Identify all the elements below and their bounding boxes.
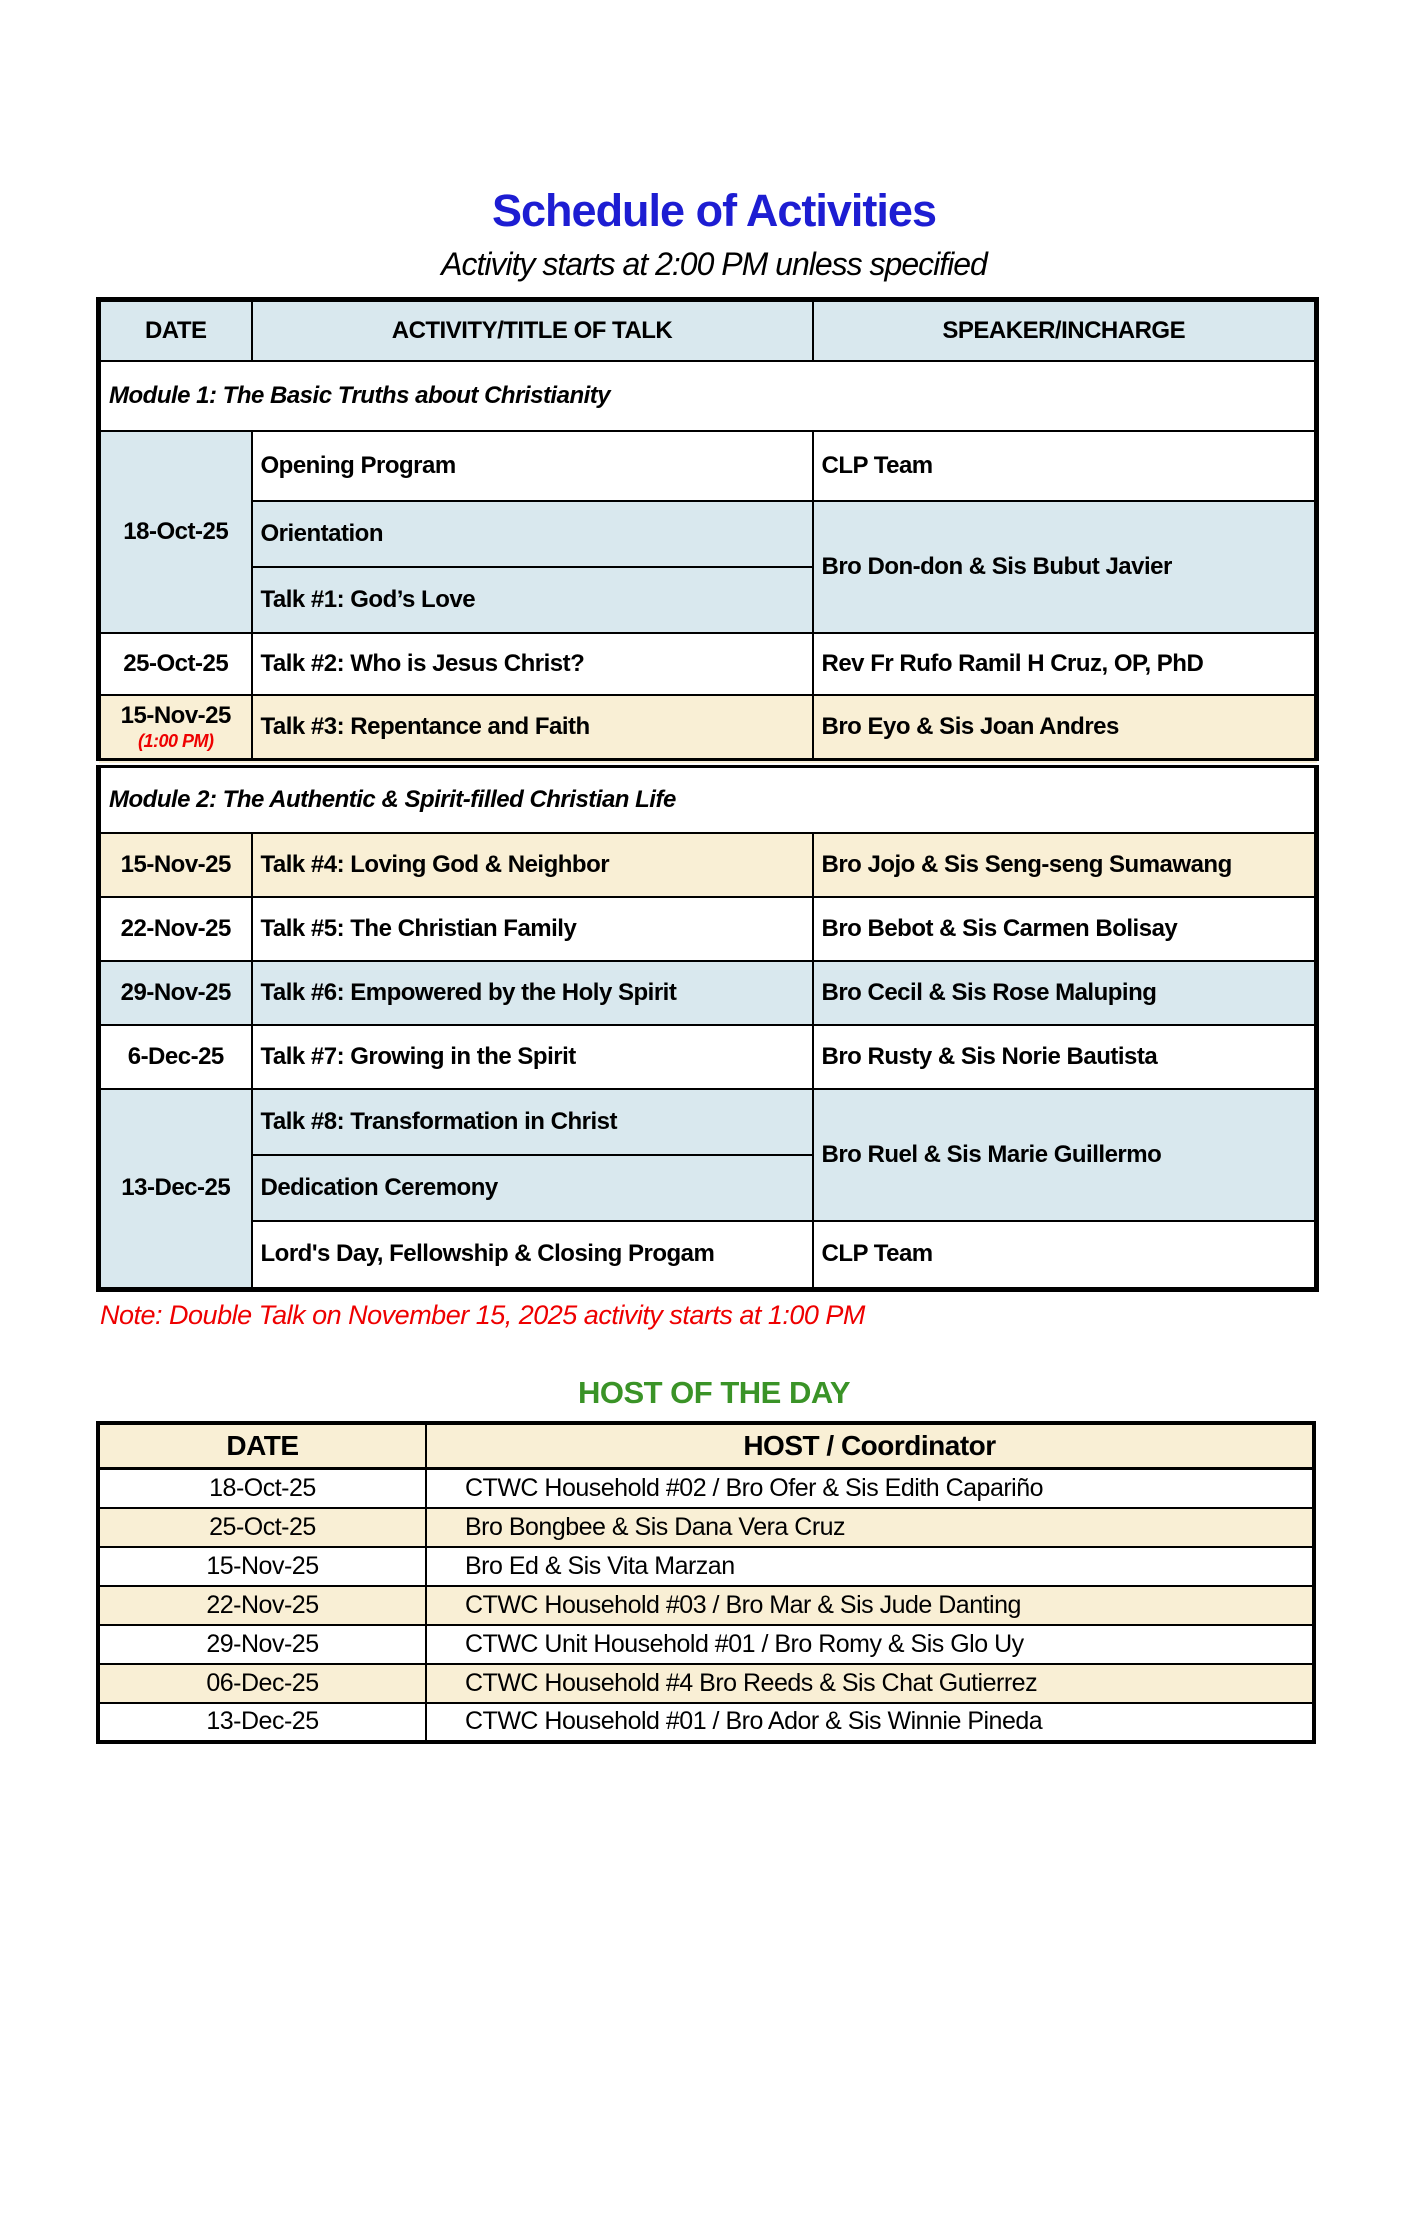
host-header-coordinator: HOST / Coordinator [426, 1423, 1314, 1469]
activity-cell: Talk #1: God’s Love [252, 567, 813, 633]
date-cell: 6-Dec-25 [99, 1025, 252, 1089]
host-name-cell: CTWC Unit Household #01 / Bro Romy & Sis Glo Uy [426, 1625, 1314, 1664]
speaker-cell: Rev Fr Rufo Ramil H Cruz, OP, PhD [813, 633, 1317, 695]
activity-cell: Talk #3: Repentance and Faith [252, 695, 813, 763]
host-row [98, 1625, 1314, 1664]
host-date-cell: 13-Dec-25 [98, 1703, 426, 1742]
date-cell: 15-Nov-25 [99, 833, 252, 897]
double-talk-note: Note: Double Talk on November 15, 2025 activity starts at 1:00 PM [100, 1299, 865, 1330]
speaker-cell: Bro Bebot & Sis Carmen Bolisay [813, 897, 1317, 961]
host-date-cell: 18-Oct-25 [98, 1469, 426, 1508]
module1-label: Module 1: The Basic Truths about Christianity [99, 361, 1317, 431]
host-name-cell: CTWC Household #01 / Bro Ador & Sis Winnie Pineda [426, 1703, 1314, 1742]
activity-cell: Lord's Day, Fellowship & Closing Progam [252, 1221, 813, 1289]
module1-row [99, 361, 1317, 431]
time-note: (1:00 PM) [137, 731, 214, 751]
row-orientation [99, 501, 1317, 567]
row-talk-8 [99, 1089, 1317, 1155]
host-date-cell: 22-Nov-25 [98, 1586, 426, 1625]
host-row [98, 1703, 1314, 1742]
host-date-cell: 15-Nov-25 [98, 1547, 426, 1586]
date-cell: 25-Oct-25 [99, 633, 252, 695]
speaker-cell: Bro Rusty & Sis Norie Bautista [813, 1025, 1317, 1089]
date-cell: 13-Dec-25 [99, 1089, 252, 1289]
row-talk-5 [99, 897, 1317, 961]
activity-cell: Dedication Ceremony [252, 1155, 813, 1221]
date-cell: 18-Oct-25 [99, 431, 252, 633]
date-text: 15-Nov-25 [120, 702, 231, 729]
row-talk-7 [99, 1025, 1317, 1089]
host-row [98, 1664, 1314, 1703]
speaker-cell: Bro Eyo & Sis Joan Andres [813, 695, 1317, 763]
host-name-cell: CTWC Household #02 / Bro Ofer & Sis Edith Capariño [426, 1469, 1314, 1508]
module2-label: Module 2: The Authentic & Spirit-filled Christian Life [99, 763, 1317, 833]
speaker-cell: CLP Team [813, 431, 1317, 501]
row-talk-2 [99, 633, 1317, 695]
row-talk-4 [99, 833, 1317, 897]
host-header-date: DATE [98, 1423, 426, 1469]
activity-cell: Talk #8: Transformation in Christ [252, 1089, 813, 1155]
host-date-cell: 25-Oct-25 [98, 1508, 426, 1547]
activity-cell: Opening Program [252, 431, 813, 501]
speaker-cell: Bro Jojo & Sis Seng-seng Sumawang [813, 833, 1317, 897]
schedule-header-date: DATE [99, 299, 252, 361]
module2-row [99, 763, 1317, 833]
activity-cell: Talk #4: Loving God & Neighbor [252, 833, 813, 897]
activity-cell: Orientation [252, 501, 813, 567]
speaker-cell: Bro Ruel & Sis Marie Guillermo [813, 1089, 1317, 1221]
host-table [96, 1421, 1316, 1744]
speaker-cell: CLP Team [813, 1221, 1317, 1289]
speaker-cell: Bro Cecil & Sis Rose Maluping [813, 961, 1317, 1025]
activity-cell: Talk #7: Growing in the Spirit [252, 1025, 813, 1089]
row-talk-3 [99, 695, 1317, 763]
host-name-cell: CTWC Household #4 Bro Reeds & Sis Chat Gutierrez [426, 1664, 1314, 1703]
host-name-cell: Bro Bongbee & Sis Dana Vera Cruz [426, 1508, 1314, 1547]
host-row [98, 1547, 1314, 1586]
host-name-cell: CTWC Household #03 / Bro Mar & Sis Jude Danting [426, 1586, 1314, 1625]
host-row [98, 1469, 1314, 1508]
schedule-header-activity: ACTIVITY/TITLE OF TALK [252, 299, 813, 361]
host-date-cell: 29-Nov-25 [98, 1625, 426, 1664]
activity-cell: Talk #6: Empowered by the Holy Spirit [252, 961, 813, 1025]
schedule-header-speaker: SPEAKER/INCHARGE [813, 299, 1317, 361]
row-opening-program [99, 431, 1317, 501]
row-talk-6 [99, 961, 1317, 1025]
host-row [98, 1508, 1314, 1547]
date-cell: 29-Nov-25 [99, 961, 252, 1025]
schedule-header-row [99, 299, 1317, 361]
speaker-cell: Bro Don-don & Sis Bubut Javier [813, 501, 1317, 633]
host-name-cell: Bro Ed & Sis Vita Marzan [426, 1547, 1314, 1586]
activity-cell: Talk #2: Who is Jesus Christ? [252, 633, 813, 695]
document-page [0, 186, 1428, 2214]
host-date-cell: 06-Dec-25 [98, 1664, 426, 1703]
host-row [98, 1586, 1314, 1625]
activity-cell: Talk #5: The Christian Family [252, 897, 813, 961]
host-header-row [98, 1423, 1314, 1469]
date-cell: 22-Nov-25 [99, 897, 252, 961]
date-cell [99, 695, 252, 763]
host-of-the-day-title: HOST OF THE DAY [577, 1374, 851, 1410]
page-subtitle: Activity starts at 2:00 PM unless specified [441, 245, 987, 282]
row-lords-day [99, 1221, 1317, 1289]
schedule-table [96, 297, 1319, 1292]
page-title: Schedule of Activities [492, 185, 936, 236]
